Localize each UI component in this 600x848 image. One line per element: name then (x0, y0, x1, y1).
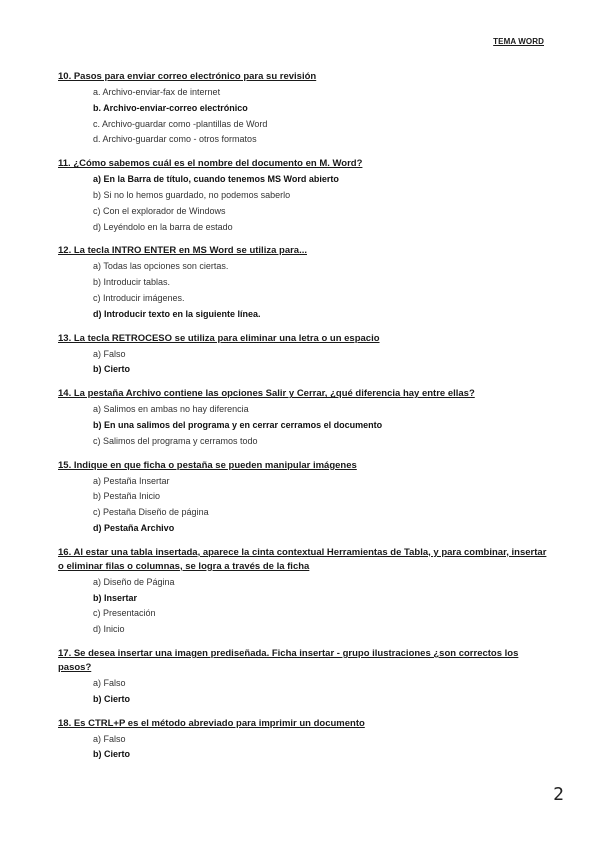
options-list (58, 259, 548, 322)
question-title: 17. Se desea insertar una imagen prediseñada. Ficha insertar - grupo ilustraciones ¿son correctos los pasos? (58, 647, 519, 673)
question-title: 16. Al estar una tabla insertada, aparece la cinta contextual Herramientas de Tabla, y para combinar, insertar o eliminar filas o columnas, se logra a través de la ficha (58, 546, 547, 572)
correct-option: b) Cierto (93, 364, 130, 375)
option: a) Pestaña Insertar (93, 475, 170, 486)
page-number: 2 (553, 784, 564, 805)
option: c) Introducir imágenes. (93, 292, 185, 303)
option: a) Todas las opciones son ciertas. (93, 261, 229, 272)
option: c) Con el explorador de Windows (93, 205, 226, 216)
correct-option: b) En una salimos del programa y en cerrar cerramos el documento (93, 419, 383, 430)
options-list (58, 732, 548, 764)
option: a. Archivo-enviar-fax de internet (93, 87, 221, 97)
question-title: 15. Indique en que ficha o pestaña se pueden manipular imágenes (58, 459, 357, 471)
option: d) Leyéndolo en la barra de estado (93, 221, 233, 232)
correct-option: b) Cierto (93, 693, 130, 704)
options-list (58, 676, 548, 708)
option: a) Diseño de Página (93, 576, 175, 587)
question-13 (58, 332, 548, 379)
option: a) Falso (93, 348, 126, 359)
options-list (58, 347, 548, 379)
correct-option: b. Archivo-enviar-correo electrónico (93, 102, 248, 113)
question-12 (58, 244, 548, 322)
option: a) Falso (93, 677, 126, 688)
option: c) Salimos del programa y cerramos todo (93, 435, 258, 446)
question-list (58, 70, 548, 772)
option: b) Si no lo hemos guardado, no podemos saberlo (93, 189, 291, 200)
question-17 (58, 647, 548, 708)
correct-option: b) Cierto (93, 749, 130, 760)
options-list (58, 85, 548, 148)
option: c) Pestaña Diseño de página (93, 507, 209, 518)
question-title: 10. Pasos para enviar correo electrónico para su revisión (58, 71, 317, 82)
option: c. Archivo-guardar como -plantillas de Word (93, 118, 268, 129)
question-title: 12. La tecla INTRO ENTER en MS Word se utiliza para... (58, 245, 307, 257)
question-title: 11. ¿Cómo sabemos cuál es el nombre del documento en M. Word? (58, 158, 363, 170)
option: c) Presentación (93, 608, 156, 619)
options-list (58, 402, 548, 449)
option: d. Archivo-guardar como - otros formatos (93, 134, 257, 145)
question-18 (58, 717, 548, 764)
option: b) Pestaña Inicio (93, 491, 161, 502)
correct-option: d) Introducir texto en la siguiente línea. (93, 308, 261, 319)
question-14 (58, 387, 548, 449)
options-list (58, 575, 548, 638)
question-15 (58, 459, 548, 537)
correct-option: b) Insertar (93, 592, 138, 603)
question-title: 13. La tecla RETROCESO se utiliza para eliminar una letra o un espacio (58, 332, 380, 344)
option: b) Introducir tablas. (93, 277, 171, 288)
option: a) Falso (93, 733, 126, 744)
question-title: 18. Es CTRL+P es el método abreviado para imprimir un documento (58, 717, 365, 729)
question-16 (58, 546, 548, 638)
correct-option: d) Pestaña Archivo (93, 522, 175, 533)
question-title: 14. La pestaña Archivo contiene las opciones Salir y Cerrar, ¿qué diferencia hay entre ellas? (58, 388, 475, 400)
question-11 (58, 157, 548, 235)
correct-option: a) En la Barra de título, cuando tenemos MS Word abierto (93, 174, 339, 185)
page-header-title: TEMA WORD (493, 37, 544, 46)
option: d) Inicio (93, 624, 125, 635)
option: a) Salimos en ambas no hay diferencia (93, 404, 249, 415)
options-list (58, 474, 548, 537)
options-list (58, 172, 548, 235)
question-10 (58, 70, 548, 148)
